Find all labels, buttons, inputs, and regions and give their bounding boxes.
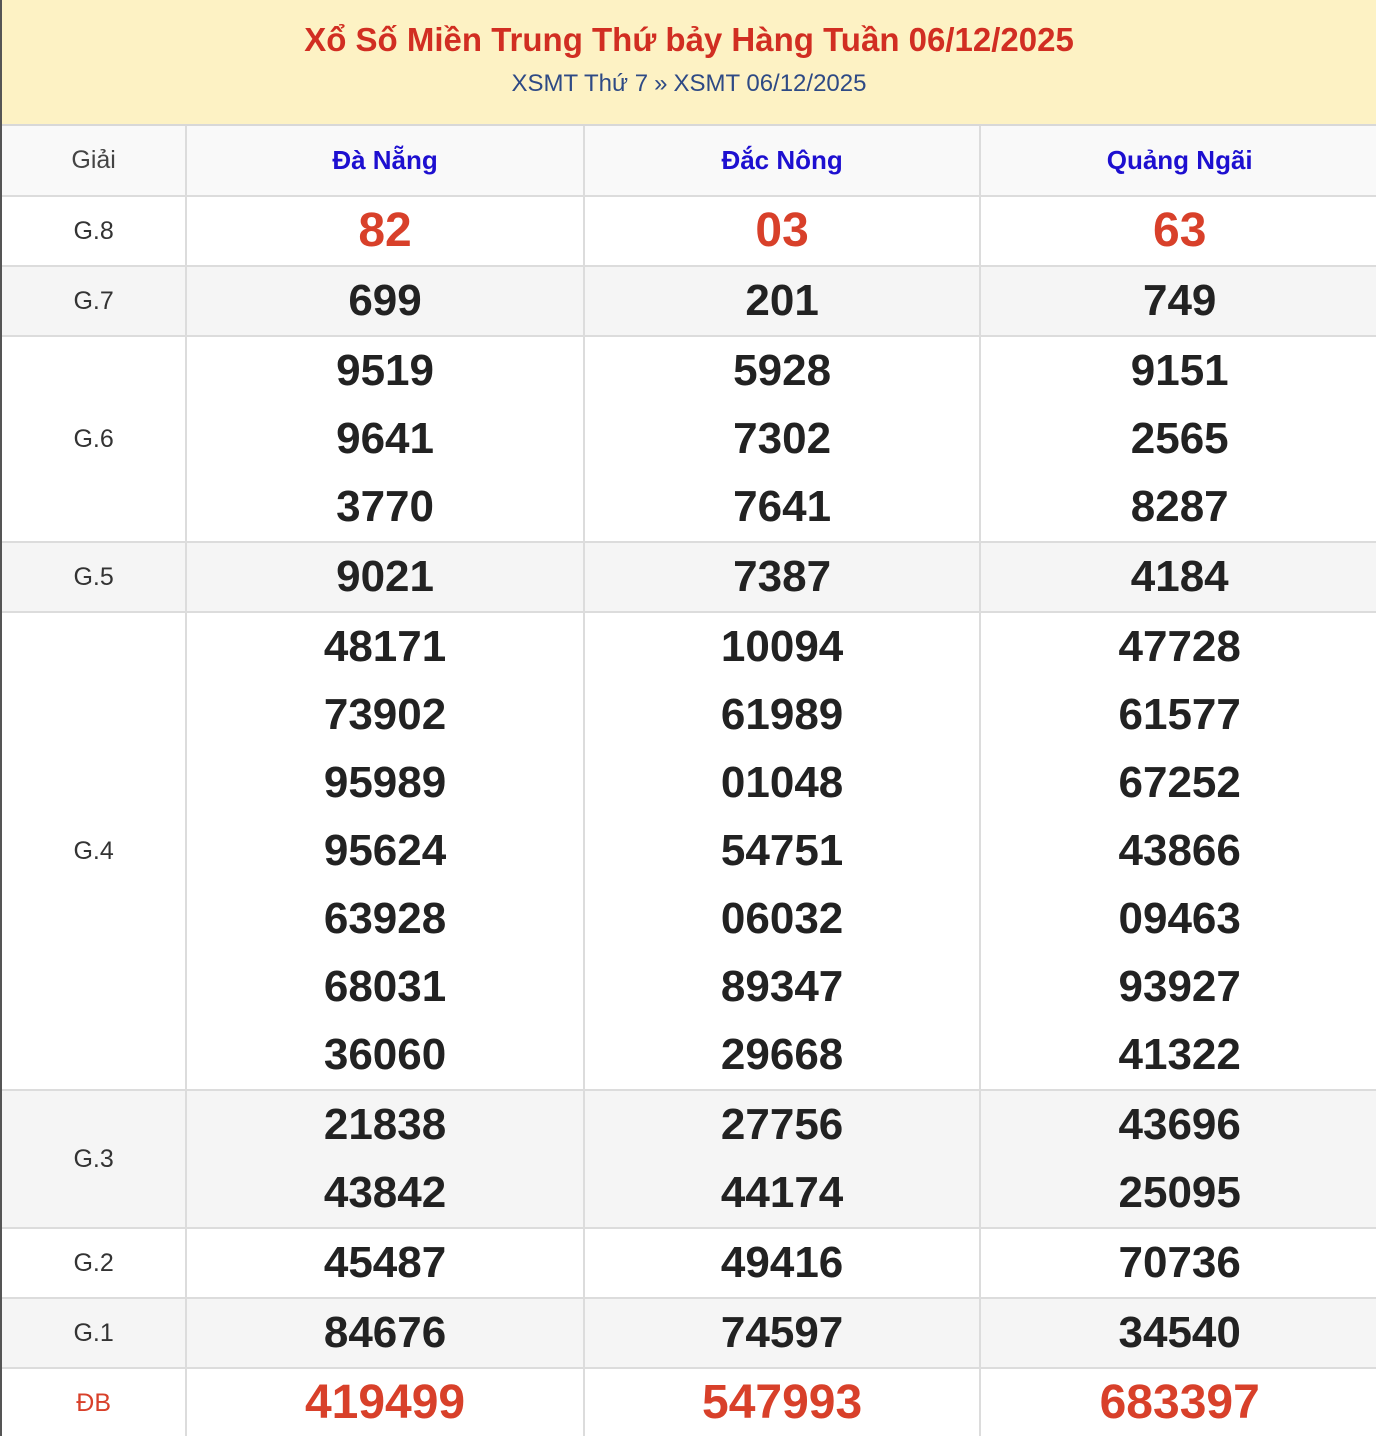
prize-column-header: Giải bbox=[2, 126, 186, 196]
result-number: 10094 bbox=[720, 622, 844, 671]
result-number: 34540 bbox=[1118, 1308, 1241, 1357]
result-cell bbox=[980, 1090, 1376, 1228]
breadcrumb-link-xsmt-date[interactable]: XSMT 06/12/2025 bbox=[673, 70, 867, 97]
breadcrumb-link-xsmt-thu-7[interactable]: XSMT Thứ 7 bbox=[511, 70, 649, 97]
result-number: 82 bbox=[358, 204, 412, 257]
result-cell bbox=[584, 266, 981, 336]
result-number: 5928 bbox=[733, 346, 832, 395]
result-number: 63 bbox=[1153, 204, 1207, 257]
table-row-g2 bbox=[2, 1228, 1376, 1298]
breadcrumb-separator: » bbox=[654, 70, 668, 97]
result-cell bbox=[584, 542, 981, 612]
result-number: 63928 bbox=[323, 894, 447, 943]
result-number: 68031 bbox=[323, 962, 447, 1011]
result-number: 7302 bbox=[733, 414, 832, 463]
result-number: 93927 bbox=[1118, 962, 1241, 1011]
result-number: 7387 bbox=[733, 552, 832, 601]
result-cell bbox=[980, 1228, 1376, 1298]
result-number: 4184 bbox=[1130, 552, 1229, 601]
breadcrumb bbox=[2, 69, 1376, 99]
page-title: Xổ Số Miền Trung Thứ bảy Hàng Tuần 06/12/2025 bbox=[304, 21, 1074, 58]
table-row-g7 bbox=[2, 266, 1376, 336]
result-number: 9641 bbox=[336, 414, 434, 463]
result-number: 45487 bbox=[323, 1238, 447, 1287]
result-cell bbox=[186, 1228, 584, 1298]
table-row-g4 bbox=[2, 612, 1376, 1090]
result-number: 7641 bbox=[733, 482, 832, 531]
result-cell bbox=[186, 196, 584, 266]
result-number: 9151 bbox=[1130, 346, 1229, 395]
result-number: 61577 bbox=[1118, 690, 1241, 739]
result-cell bbox=[584, 1228, 981, 1298]
result-number: 25095 bbox=[1118, 1168, 1241, 1217]
result-number: 43866 bbox=[1118, 826, 1241, 875]
result-number: 01048 bbox=[720, 758, 844, 807]
result-number: 201 bbox=[745, 276, 819, 325]
result-cell bbox=[584, 196, 981, 266]
result-number: 06032 bbox=[720, 894, 844, 943]
result-cell bbox=[584, 1298, 981, 1368]
table-row-g3 bbox=[2, 1090, 1376, 1228]
result-cell bbox=[980, 542, 1376, 612]
result-cell bbox=[980, 336, 1376, 542]
province-header-da-nang[interactable]: Đà Nẵng bbox=[186, 126, 584, 196]
result-number: 09463 bbox=[1118, 894, 1241, 943]
results-header bbox=[2, 0, 1376, 126]
result-cell bbox=[186, 1090, 584, 1228]
table-row-special bbox=[2, 1368, 1376, 1436]
result-number: 699 bbox=[348, 276, 422, 325]
result-cell bbox=[980, 266, 1376, 336]
result-cell bbox=[186, 266, 584, 336]
prize-label: G.6 bbox=[2, 336, 186, 542]
result-cell bbox=[980, 1368, 1376, 1436]
result-number: 84676 bbox=[323, 1308, 447, 1357]
prize-label: G.5 bbox=[2, 542, 186, 612]
table-row-g8 bbox=[2, 196, 1376, 266]
result-number: 44174 bbox=[720, 1168, 844, 1217]
result-number: 47728 bbox=[1118, 622, 1241, 671]
prize-label-special: ĐB bbox=[2, 1368, 186, 1436]
prize-label: G.3 bbox=[2, 1090, 186, 1228]
result-cell bbox=[584, 1090, 981, 1228]
special-prize-number: 683397 bbox=[1099, 1376, 1260, 1429]
special-prize-number: 547993 bbox=[702, 1376, 863, 1429]
result-number: 67252 bbox=[1118, 758, 1241, 807]
result-number: 2565 bbox=[1130, 414, 1229, 463]
result-number: 9519 bbox=[336, 346, 434, 395]
prize-label: G.1 bbox=[2, 1298, 186, 1368]
result-number: 43842 bbox=[323, 1168, 447, 1217]
prize-label: G.4 bbox=[2, 612, 186, 1090]
table-row-g5 bbox=[2, 542, 1376, 612]
table-header-row bbox=[2, 126, 1376, 196]
result-cell bbox=[980, 612, 1376, 1090]
result-cell bbox=[584, 1368, 981, 1436]
result-number: 70736 bbox=[1118, 1238, 1241, 1287]
result-cell bbox=[186, 1298, 584, 1368]
result-cell bbox=[186, 542, 584, 612]
results-table bbox=[2, 126, 1376, 1436]
table-row-g6 bbox=[2, 336, 1376, 542]
result-number: 43696 bbox=[1118, 1100, 1241, 1149]
prize-label: G.8 bbox=[2, 196, 186, 266]
result-number: 21838 bbox=[323, 1100, 447, 1149]
result-number: 74597 bbox=[720, 1308, 844, 1357]
result-number: 03 bbox=[755, 204, 809, 257]
result-number: 36060 bbox=[323, 1030, 447, 1079]
result-number: 9021 bbox=[336, 552, 434, 601]
result-number: 95989 bbox=[323, 758, 447, 807]
result-number: 95624 bbox=[323, 826, 447, 875]
result-number: 29668 bbox=[720, 1030, 844, 1079]
result-cell bbox=[980, 1298, 1376, 1368]
result-number: 48171 bbox=[323, 622, 447, 671]
prize-label: G.2 bbox=[2, 1228, 186, 1298]
table-row-g1 bbox=[2, 1298, 1376, 1368]
result-cell bbox=[584, 336, 981, 542]
result-number: 73902 bbox=[323, 690, 447, 739]
result-number: 89347 bbox=[720, 962, 844, 1011]
result-cell bbox=[584, 612, 981, 1090]
result-number: 3770 bbox=[336, 482, 434, 531]
result-cell bbox=[186, 612, 584, 1090]
result-number: 8287 bbox=[1130, 482, 1229, 531]
result-cell bbox=[186, 1368, 584, 1436]
prize-label: G.7 bbox=[2, 266, 186, 336]
result-number: 41322 bbox=[1118, 1030, 1241, 1079]
result-cell bbox=[980, 196, 1376, 266]
result-number: 749 bbox=[1142, 276, 1217, 325]
province-header-dac-nong[interactable]: Đắc Nông bbox=[584, 126, 981, 196]
result-number: 49416 bbox=[720, 1238, 844, 1287]
result-number: 61989 bbox=[720, 690, 844, 739]
special-prize-number: 419499 bbox=[304, 1376, 466, 1429]
result-number: 54751 bbox=[720, 826, 844, 875]
province-header-quang-ngai[interactable]: Quảng Ngãi bbox=[980, 126, 1376, 196]
result-cell bbox=[186, 336, 584, 542]
result-number: 27756 bbox=[720, 1100, 844, 1149]
